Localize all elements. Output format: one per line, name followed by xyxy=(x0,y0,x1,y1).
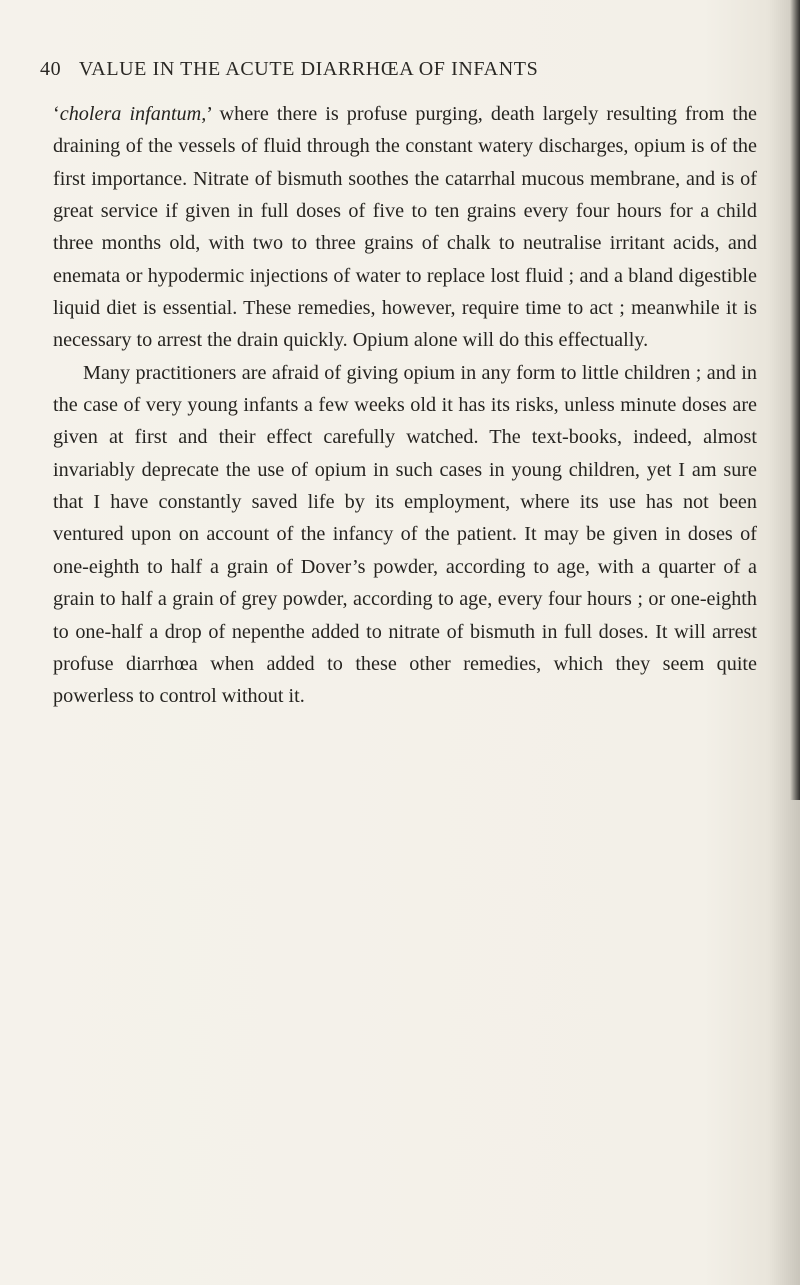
paragraph-1-text: where there is profuse purging, death largely resulting from the draining of the vessels of fluid through the constant watery discharges, opium is of the first importance. Nitrate of bismuth soothes the catarrhal mucous membrane, and is of great service if given in full doses of five to ten grains every four hours for a child three months old, with two to three grains of chalk to neutralise irritant acids, and enemata or hypodermic injections of water to replace lost fluid ; and a bland digestible liquid diet is essential. These remedies, however, require time to act ; meanwhile it is necessary to arrest the drain quickly. Opium alone will do this effectually. xyxy=(53,103,757,352)
opening-quote: ‘ xyxy=(53,103,60,125)
italic-term: cholera infantum, xyxy=(59,103,207,125)
page-number: 40 xyxy=(40,58,62,80)
page-edge-shadow xyxy=(790,0,800,800)
paragraph-2 xyxy=(53,357,757,713)
running-title: VALUE IN THE ACUTE DIARRHŒA OF INFANTS xyxy=(78,58,539,80)
paragraph-1 xyxy=(53,98,757,357)
body-text xyxy=(53,98,757,713)
page-header xyxy=(40,58,760,81)
paragraph-2-text: Many practitioners are afraid of giving opium in any form to little children ; and in the case of very young infants a few weeks old it has its risks, unless minute doses are given at first and their effect carefully watched. The text-books, indeed, almost invariably deprecate the use of opium in such cases in young children, yet I am sure that I have constantly saved life by its employment, where its use has not been ventured upon on account of the infancy of the patient. It may be given in doses of one-eighth to half a grain of Dover’s powder, according to age, with a quarter of a grain to half a grain of grey powder, according to age, every four hours ; or one-eighth to one-half a drop of nepenthe added to nitrate of bismuth in full doses. It will arrest profuse diarrhœa when added to these other remedies, which they seem quite powerless to control without it. xyxy=(53,361,757,708)
closing-quote: ’ xyxy=(206,103,212,125)
